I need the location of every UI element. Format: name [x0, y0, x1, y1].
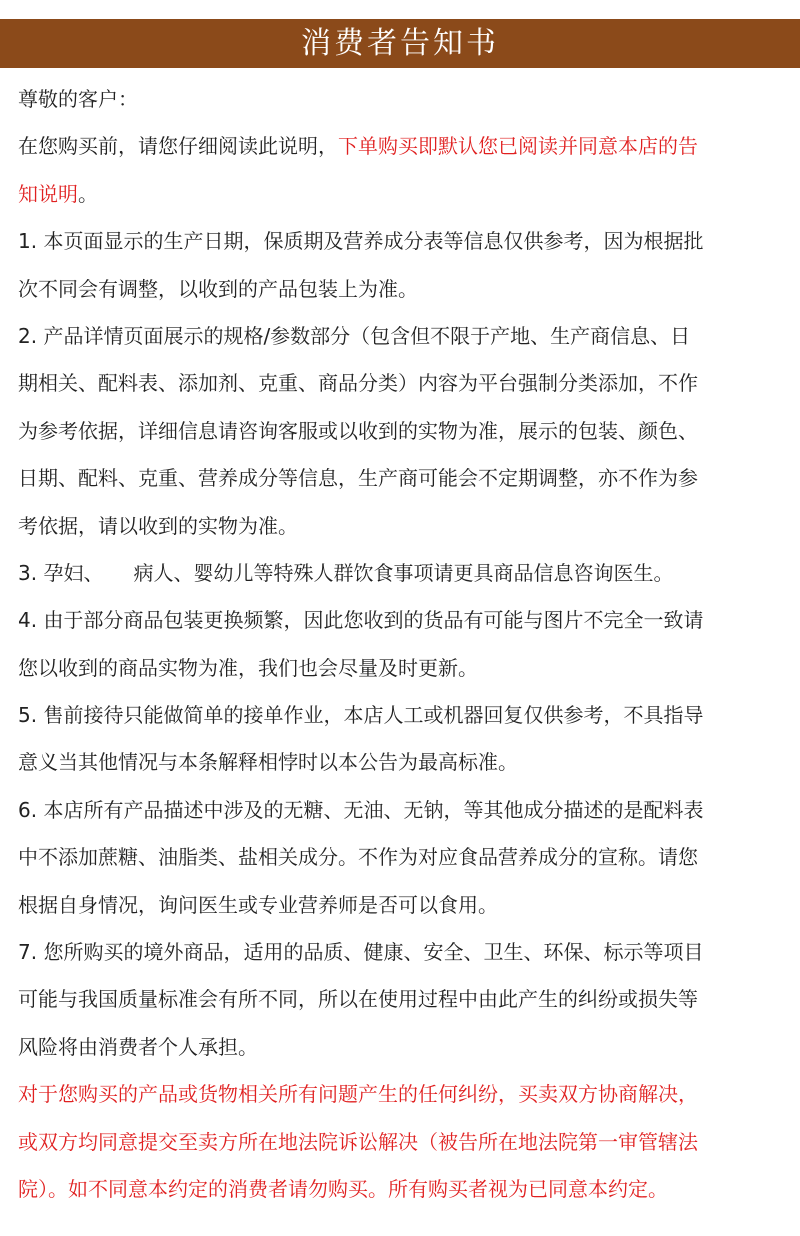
notice-line: [18, 1071, 793, 1118]
notice-line: [18, 882, 793, 929]
notice-line: [18, 739, 793, 786]
notice-line: [18, 313, 793, 360]
body-text: 在您购买前，请您仔细阅读此说明，: [18, 134, 338, 159]
body-text: 为参考依据，详细信息请咨询客服或以收到的实物为准，展示的包装、颜色、: [18, 418, 698, 443]
notice-line: [18, 976, 793, 1023]
highlight-text: 或双方均同意提交至卖方所在地法院诉讼解决（被告所在地法院第一审管辖法: [18, 1129, 698, 1154]
notice-line: [18, 692, 793, 739]
body-text: 您以收到的商品实物为准，我们也会尽量及时更新。: [18, 655, 478, 680]
body-text: 次不同会有调整，以收到的产品包装上为准。: [18, 276, 418, 301]
notice-body: [18, 76, 793, 1213]
body-text: 根据自身情况，询问医生或专业营养师是否可以食用。: [18, 892, 498, 917]
title-banner: [0, 19, 800, 68]
notice-line: [18, 1024, 793, 1071]
body-text: 日期、配料、克重、营养成分等信息，生产商可能会不定期调整，亦不作为参: [18, 466, 698, 491]
highlight-text: 知说明: [18, 181, 78, 206]
notice-line: [18, 266, 793, 313]
body-text: 考依据，请以收到的实物为准。: [18, 513, 298, 538]
notice-line: [18, 1166, 793, 1213]
body-text: 中不添加蔗糖、油脂类、盐相关成分。不作为对应食品营养成分的宣称。请您: [18, 845, 698, 870]
notice-line: [18, 834, 793, 881]
body-text: 6. 本店所有产品描述中涉及的无糖、无油、无钠，等其他成分描述的是配料表: [18, 797, 704, 822]
body-text: 5. 售前接待只能做简单的接单作业，本店人工或机器回复仅供参考，不具指导: [18, 703, 704, 728]
body-text: 7. 您所购买的境外商品，适用的品质、健康、安全、卫生、环保、标示等项目: [18, 940, 704, 965]
notice-line: [18, 408, 793, 455]
body-text: 4. 由于部分商品包装更换频繁，因此您收到的货品有可能与图片不完全一致请: [18, 608, 704, 633]
highlight-text: 院）。如不同意本约定的消费者请勿购买。所有购买者视为已同意本约定。: [18, 1176, 668, 1201]
body-text: 3. 孕妇、 病人、婴幼儿等特殊人群饮食事项请更具商品信息咨询医生。: [18, 560, 674, 585]
notice-line: [18, 1119, 793, 1166]
body-text: 。: [78, 181, 98, 206]
notice-line: [18, 787, 793, 834]
notice-line: [18, 171, 793, 218]
notice-line: [18, 455, 793, 502]
body-text: 意义当其他情况与本条解释相悖时以本公告为最高标准。: [18, 750, 518, 775]
body-text: 2. 产品详情页面展示的规格/参数部分（包含但不限于产地、生产商信息、日: [18, 323, 691, 348]
body-text: 尊敬的客户：: [18, 87, 138, 111]
notice-line: [18, 503, 793, 550]
body-text: 期相关、配料表、添加剂、克重、商品分类）内容为平台强制分类添加，不作: [18, 371, 698, 396]
body-text: 可能与我国质量标准会有所不同，所以在使用过程中由此产生的纠纷或损失等: [18, 987, 698, 1012]
highlight-text: 对于您购买的产品或货物相关所有问题产生的任何纠纷，买卖双方协商解决，: [18, 1082, 698, 1107]
notice-line: [18, 218, 793, 265]
page-title: 消费者告知书: [301, 25, 499, 61]
notice-line: [18, 929, 793, 976]
notice-line: [18, 123, 793, 170]
notice-line: [18, 76, 793, 123]
body-text: 风险将由消费者个人承担。: [18, 1034, 258, 1059]
body-text: 1. 本页面显示的生产日期，保质期及营养成分表等信息仅供参考，因为根据批: [18, 229, 704, 254]
notice-line: [18, 597, 793, 644]
highlight-text: 下单购买即默认您已阅读并同意本店的告: [338, 134, 698, 159]
notice-line: [18, 645, 793, 692]
notice-line: [18, 360, 793, 407]
notice-line: [18, 550, 793, 597]
